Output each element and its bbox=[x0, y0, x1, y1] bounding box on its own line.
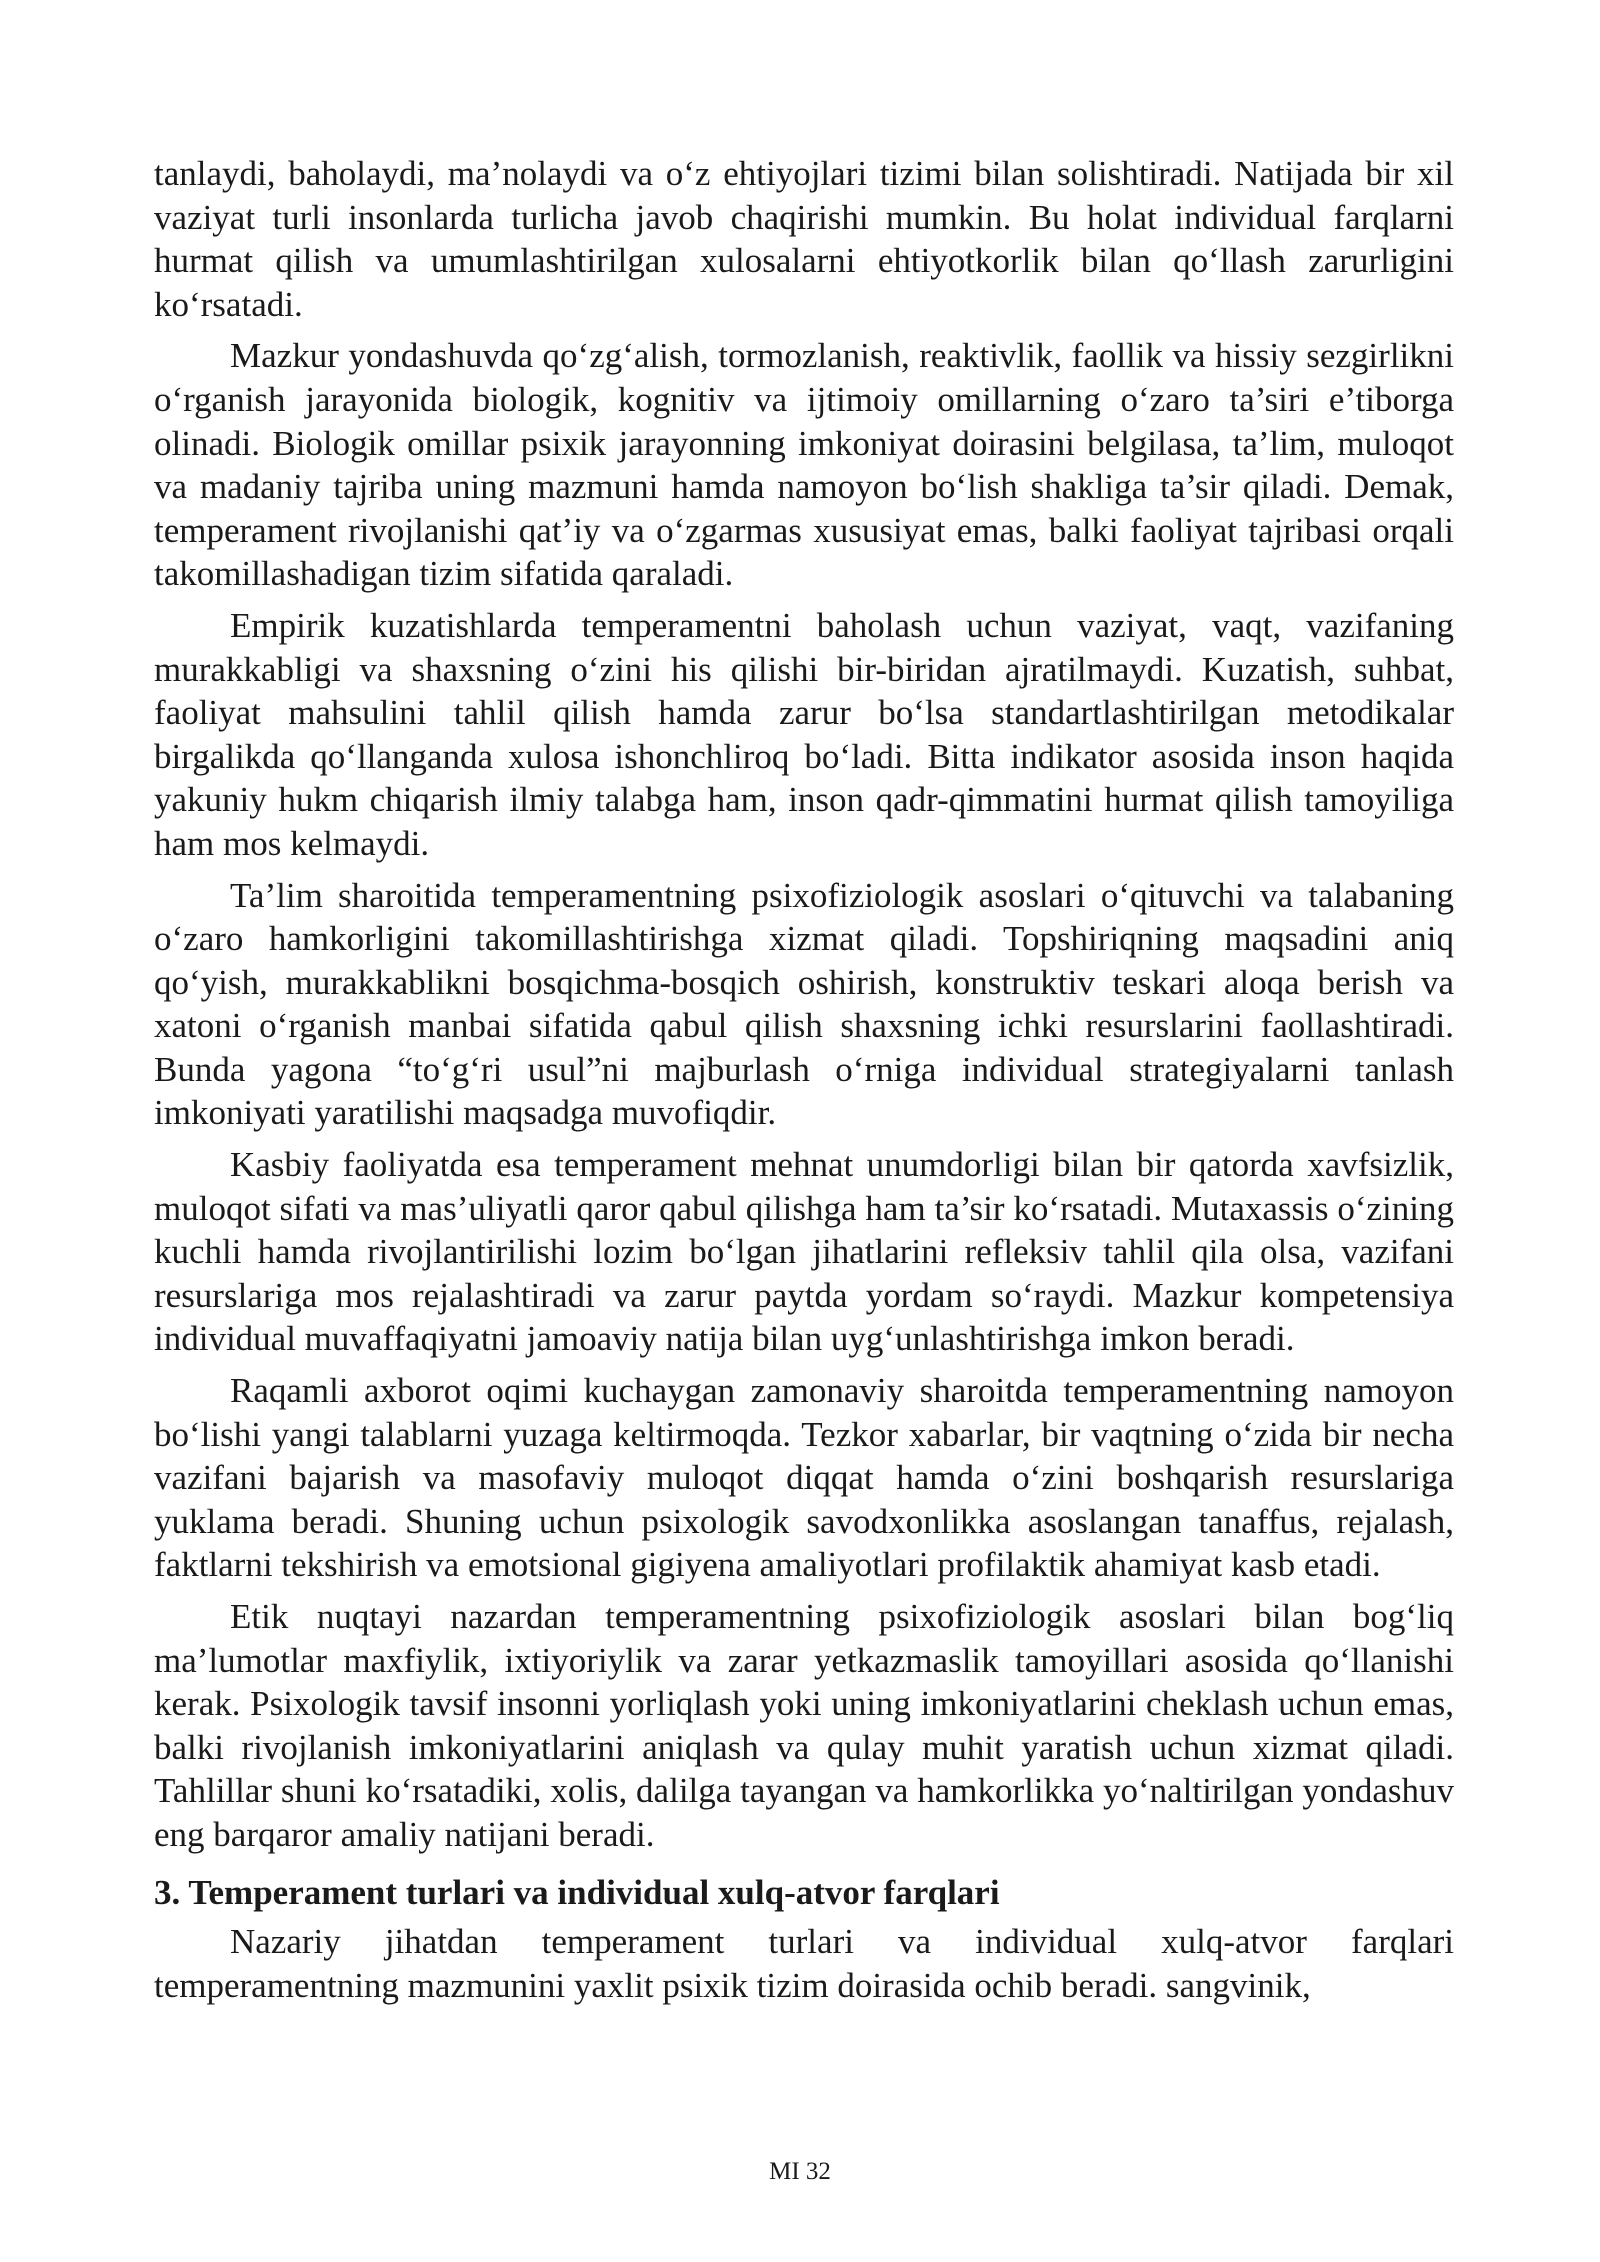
paragraph-approach: Mazkur yondashuvda qo‘zg‘alish, tormozlanish, reaktivlik, faollik va hissiy sezgirlikni o‘rganish jarayonida biologik, kognitiv va ijtimoiy omillarning o‘zaro ta’siri e’tiborga olinadi. Biologik omillar psixik jarayonning imkoniyat doirasini belgilasa, ta’lim, muloqot va madaniy tajriba uning mazmuni hamda namoyon bo‘lish shakliga ta’sir qiladi. Demak, temperament rivojlanishi qat’iy va o‘zgarmas xususiyat emas, balki faoliyat tajribasi orqali takomillashadigan tizim sifatida qaraladi. bbox=[154, 336, 1454, 594]
paragraph-ethics: Etik nuqtayi nazardan temperamentning psixofiziologik asoslari bilan bog‘liq ma’lumotlar maxfiylik, ixtiyoriylik va zarar yetkazmaslik tamoyillari asosida qo‘llanishi kerak. Psixologik tavsif insonni yorliqlash yoki uning imkoniyatlarini cheklash uchun emas, balki rivojlanish imkoniyatlarini aniqlash va qulay muhit yaratish uchun xizmat qiladi. Tahlillar shuni ko‘rsatadiki, xolis, dalilga tayangan va hamkorlikka yo‘naltirilgan yondashuv eng barqaror amaliy natijani beradi. bbox=[154, 1597, 1454, 1854]
paragraph-theory: Nazariy jihatdan temperament turlari va individual xulq-atvor farqlari temperamentning mazmunini yaxlit psixik tizim doirasida ochib beradi. sangvinik, bbox=[154, 1922, 1454, 2005]
paragraph-education: Ta’lim sharoitida temperamentning psixofiziologik asoslari o‘qituvchi va talabaning o‘zaro hamkorligini takomillashtirishga xizmat qiladi. Topshiriqning maqsadini aniq qo‘yish, murakkablikni bosqichma-bosqich oshirish, konstruktiv teskari aloqa berish va xatoni o‘rganish manbai sifatida qabul qilish shaxsning ichki resurslarini faollashtiradi. Bunda yagona “to‘g‘ri usul”ni majburlash o‘rniga individual strategiyalarni tanlash imkoniyati yaratilishi maqsadga muvofiqdir. bbox=[154, 875, 1454, 1133]
paragraph-empirical: Empirik kuzatishlarda temperamentni baholash uchun vaziyat, vaqt, vazifaning murakkabligi va shaxsning o‘zini his qilishi bir-biridan ajratilmaydi. Kuzatish, suhbat, faoliyat mahsulini tahlil qilish hamda zarur bo‘lsa standartlashtirilgan metodikalar birgalikda qo‘llanganda xulosa ishonchliroq bo‘ladi. Bitta indikator asosida inson haqida yakuniy hukm chiqarish ilmiy talabga ham, inson qadr-qimmatini hurmat qilish tamoyiliga ham mos kelmaydi. bbox=[154, 605, 1454, 863]
section-heading: 3. Temperament turlari va individual xulq-atvor farqlari bbox=[154, 1872, 1000, 1912]
page-number: MI 32 bbox=[769, 2158, 831, 2185]
paragraph-continuation: tanlaydi, baholaydi, ma’nolaydi va o‘z ehtiyojlari tizimi bilan solishtiradi. Natijada bir xil vaziyat turli insonlarda turlicha javob chaqirishi mumkin. Bu holat individual farqlarni hurmat qilish va umumlashtirilgan xulosalarni ehtiyotkorlik bilan qo‘llash zarurligini ko‘rsatadi. bbox=[154, 154, 1454, 324]
paragraph-professional: Kasbiy faoliyatda esa temperament mehnat unumdorligi bilan bir qatorda xavfsizlik, muloqot sifati va mas’uliyatli qaror qabul qilishga ham ta’sir ko‘rsatadi. Mutaxassis o‘zining kuchli hamda rivojlantirilishi lozim bo‘lgan jihatlarini refleksiv tahlil qila olsa, vazifani resurslariga mos rejalashtiradi va zarur paytda yordam so‘raydi. Mazkur kompetensiya individual muvaffaqiyatni jamoaviy natija bilan uyg‘unlashtirishga imkon beradi. bbox=[154, 1145, 1454, 1359]
page-body bbox=[154, 152, 1454, 2015]
paragraph-digital: Raqamli axborot oqimi kuchaygan zamonaviy sharoitda temperamentning namoyon bo‘lishi yangi talablarni yuzaga keltirmoqda. Tezkor xabarlar, bir vaqtning o‘zida bir necha vazifani bajarish va masofaviy muloqot diqqat hamda o‘zini boshqarish resurslariga yuklama beradi. Shuning uchun psixologik savodxonlikka asoslangan tanaffus, rejalash, faktlarni tekshirish va emotsional gigiyena amaliyotlari profilaktik ahamiyat kasb etadi. bbox=[154, 1371, 1454, 1585]
